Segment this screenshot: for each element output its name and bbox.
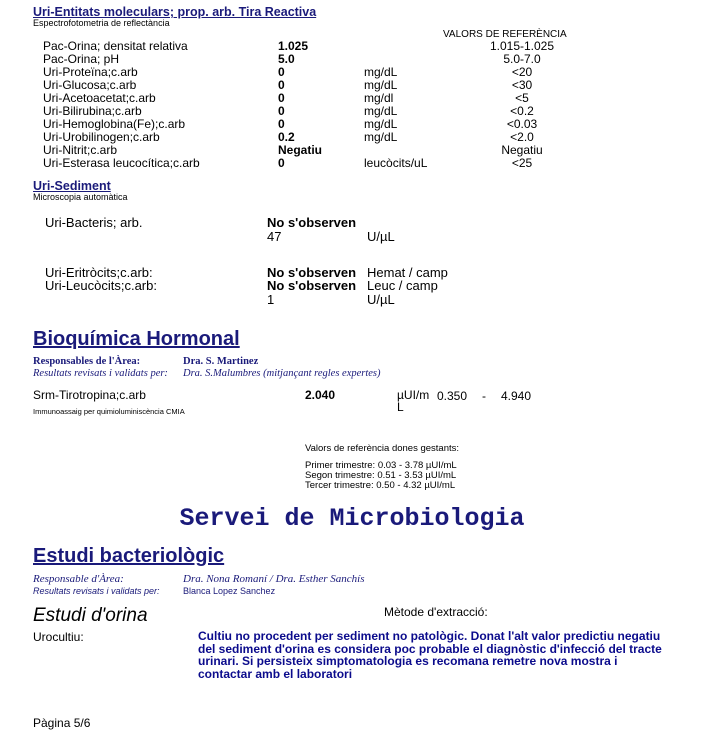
test-unit: mg/dL bbox=[364, 65, 398, 79]
hormonal-section-title: Bioquímica Hormonal bbox=[33, 328, 240, 350]
test-name: Uri-Nitrit;c.arb bbox=[43, 143, 117, 157]
urocultiu-label: Urocultiu: bbox=[33, 630, 84, 644]
pregnancy-ref-line: Segon trimestre: 0.51 - 3.53 µUI/mL bbox=[305, 470, 457, 481]
leucocits-unit2: U/µL bbox=[367, 292, 395, 307]
test-ref: <30 bbox=[511, 78, 533, 92]
ref-header: VALORS DE REFERÈNCIA bbox=[443, 29, 567, 40]
sediment-section-title: Uri-Sediment bbox=[33, 179, 111, 193]
eritrocits-name: Uri-Eritròcits;c.arb: bbox=[45, 265, 153, 280]
test-name: Uri-Urobilinogen;c.arb bbox=[43, 130, 160, 144]
test-value: 0 bbox=[278, 78, 285, 92]
urine-study-title: Estudi d'orina bbox=[33, 605, 148, 626]
tsh-name: Srm-Tirotropina;c.arb bbox=[33, 388, 146, 402]
tira-method: Espectrofotometria de reflectància bbox=[33, 18, 170, 28]
tsh-ref-high: 4.940 bbox=[501, 389, 532, 403]
pregnancy-ref-title: Valors de referència dones gestants: bbox=[305, 443, 460, 454]
urocultiu-text-line: urinari. Si persisteix simptomatologia es recomana remetre nova mostra i bbox=[198, 654, 618, 668]
tsh-ref-dash: - bbox=[482, 389, 486, 403]
test-name: Uri-Proteïna;c.arb bbox=[43, 65, 138, 79]
urocultiu-text-line: del sediment d'orina es considera poc probable el diagnòstic d'infecció del tracte bbox=[198, 641, 662, 656]
eritrocits-unit: Hemat / camp bbox=[367, 265, 448, 280]
hormonal-resp-value: Dra. S. Martinez bbox=[183, 356, 259, 367]
tsh-value: 2.040 bbox=[305, 388, 336, 402]
leucocits-value: No s'observen bbox=[267, 278, 357, 293]
bacteris-value: No s'observen bbox=[267, 215, 357, 230]
tira-section-title: Uri-Entitats moleculars; prop. arb. Tira Reactiva bbox=[33, 5, 317, 19]
leucocits-name: Uri-Leucòcits;c.arb: bbox=[45, 278, 157, 293]
micro-section-title: Estudi bacteriològic bbox=[33, 545, 225, 567]
test-ref: Negatiu bbox=[501, 143, 543, 157]
bacteris-name: Uri-Bacteris; arb. bbox=[45, 215, 143, 230]
test-unit: mg/dL bbox=[364, 130, 398, 144]
micro-resp-value: Dra. Nona Romaní / Dra. Esther Sanchís bbox=[183, 573, 365, 585]
test-name: Uri-Glucosa;c.arb bbox=[43, 78, 137, 92]
bacteris-unit: U/µL bbox=[367, 229, 395, 244]
test-name: Uri-Esterasa leucocítica;c.arb bbox=[43, 156, 200, 170]
eritrocits-value: No s'observen bbox=[267, 265, 357, 280]
test-value: Negatiu bbox=[278, 143, 323, 157]
test-value: 1.025 bbox=[278, 39, 309, 53]
hormonal-rev-value: Dra. S.Malumbres (mitjançant regles expertes) bbox=[183, 368, 381, 379]
microbiology-service-title: Servei de Microbiologia bbox=[179, 504, 525, 533]
test-ref: <2.0 bbox=[510, 130, 534, 144]
test-ref: <5 bbox=[515, 91, 529, 105]
leucocits-count: 1 bbox=[267, 292, 275, 307]
hormonal-rev-label: Resultats revisats i validats per: bbox=[33, 368, 168, 379]
micro-rev-label: Resultats revisats i validats per: bbox=[33, 586, 160, 596]
sediment-method: Microscopia automàtica bbox=[33, 192, 128, 202]
page-number: Pàgina 5/6 bbox=[33, 716, 91, 730]
test-unit: mg/dl bbox=[364, 91, 394, 105]
leucocits-unit: Leuc / camp bbox=[367, 278, 438, 293]
test-name: Pac-Orina; densitat relativa bbox=[43, 39, 188, 53]
test-unit: mg/dL bbox=[364, 117, 398, 131]
urocultiu-text-line: contactar amb el laboratori bbox=[198, 666, 353, 681]
urocultiu-text-line: Cultiu no procedent per sediment no patològic. Donat l'alt valor predictiu negatiu bbox=[198, 629, 661, 643]
test-unit: mg/dL bbox=[364, 104, 398, 118]
pregnancy-ref-line: Primer trimestre: 0.03 - 3.78 µUI/mL bbox=[305, 460, 457, 471]
micro-rev-value: Blanca Lopez Sanchez bbox=[183, 586, 276, 596]
bacteris-count: 47 bbox=[267, 229, 282, 244]
micro-resp-label: Responsable d'Àrea: bbox=[33, 573, 124, 585]
test-value: 5.0 bbox=[278, 52, 295, 66]
test-name: Uri-Acetoacetat;c.arb bbox=[43, 91, 156, 105]
test-name: Pac-Orina; pH bbox=[43, 52, 120, 66]
pregnancy-ref-line: Tercer trimestre: 0.50 - 4.32 µUI/mL bbox=[305, 480, 456, 491]
test-unit: mg/dL bbox=[364, 78, 398, 92]
test-ref: <20 bbox=[511, 65, 533, 79]
test-value: 0 bbox=[278, 104, 285, 118]
test-value: 0 bbox=[278, 117, 285, 131]
test-value: 0 bbox=[278, 65, 285, 79]
test-unit: leucòcits/uL bbox=[364, 156, 428, 170]
test-value: 0.2 bbox=[278, 130, 295, 144]
test-name: Uri-Bilirubina;c.arb bbox=[43, 104, 142, 118]
tsh-unit: µUI/mL bbox=[397, 388, 430, 414]
test-value: 0 bbox=[278, 91, 285, 105]
test-ref: 1.015-1.025 bbox=[489, 39, 555, 53]
test-name: Uri-Hemoglobina(Fe);c.arb bbox=[43, 117, 186, 131]
tsh-ref-low: 0.350 bbox=[437, 389, 468, 403]
test-ref: <0.03 bbox=[506, 117, 538, 131]
table-row bbox=[0, 157, 704, 170]
tsh-method: Immunoassaig per quimioluminiscència CMIA bbox=[33, 407, 185, 416]
test-ref: <25 bbox=[511, 156, 533, 170]
test-value: 0 bbox=[278, 156, 285, 170]
test-ref: 5.0-7.0 bbox=[503, 52, 541, 66]
hormonal-resp-label: Responsables de l'Àrea: bbox=[33, 356, 141, 367]
extraction-method-label: Mètode d'extracció: bbox=[384, 605, 488, 619]
test-ref: <0.2 bbox=[510, 104, 534, 118]
